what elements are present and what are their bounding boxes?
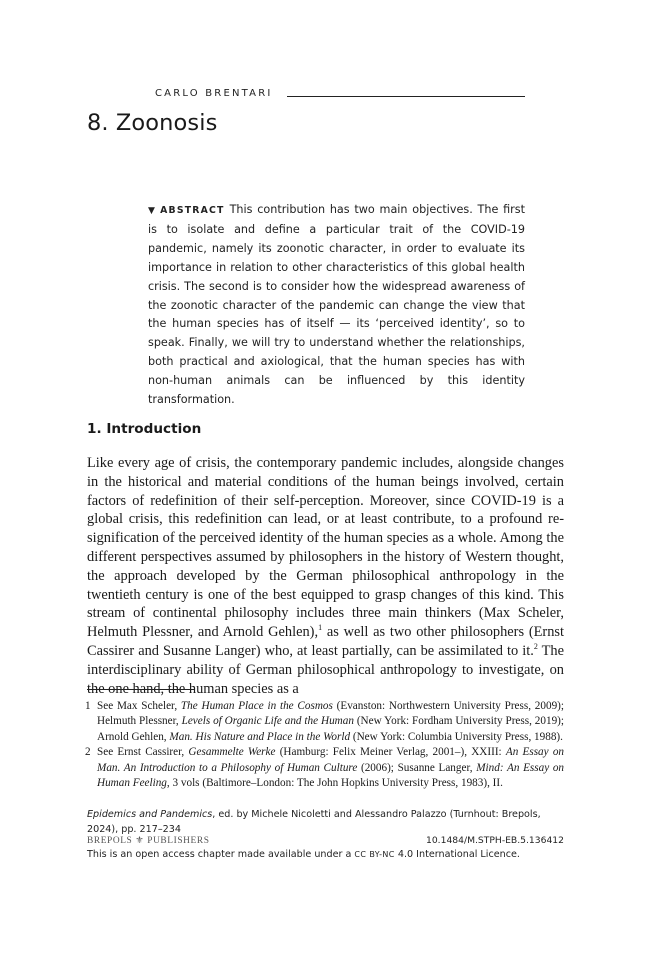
licence-text-end: 4.0 International Licence. — [394, 849, 520, 860]
body-paragraph — [87, 454, 564, 698]
footnote-segment: (Hamburg: Felix Meiner Verlag, 2001–), XXIII: — [275, 746, 506, 759]
cited-title: The Human Place in the Cosmos — [180, 700, 333, 712]
triangle-down-icon: ▼ — [148, 206, 157, 216]
footnote-segment: (New York: Columbia University Press, 1988). — [350, 730, 563, 743]
footnote-text — [97, 746, 564, 789]
abstract — [148, 201, 525, 410]
footnote-segment: , 3 vols (Baltimore–London: The John Hopkins University Press, 1983), II. — [166, 777, 503, 790]
paragraph-text-2: as well as two other philosophers (Ernst Cassirer and Susanne Langer) who, at least partially, can be assimilated to it. — [87, 624, 564, 659]
footnote — [87, 699, 564, 745]
licence-text: This is an open access chapter made available under a — [87, 849, 355, 860]
footnote-segment: (2006); Susanne Langer, — [357, 761, 477, 774]
doi[interactable]: 10.1484/M.STPH-EB.5.136412 — [425, 835, 564, 846]
paragraph-text-1: Like every age of crisis, the contemporary pandemic includes, alongside changes in the historical and material conditions of the human beings involved, certain factors of redefinition of their self-perception. Moreover, since COVID-19 is a global crisis, this redefinition can lead, or at least contribute, to a profound re-signification of the perceived identity of the human species as a whole. Among the different perspectives assumed by philosophers in the history of Western thought, the approach developed by the German philosophical anthropology in the twentieth century is one of the best equipped to grasp changes of this kind. This stream of continental philosophy includes three main thinkers (Max Scheler, Helmuth Plessner, and Arnold Gehlen), — [87, 455, 564, 641]
paragraph-text-3: The interdisciplinary ability of German philosophical anthropology to investigate, on the one hand, the human species as a — [87, 642, 564, 697]
footnote-ref-1[interactable]: 1 — [318, 623, 323, 633]
source-details: , ed. by Michele Nicoletti and Alessandro Palazzo (Turnhout: Brepols, 2024), pp. 217–234 — [87, 809, 541, 836]
footnote-segment: See Ernst Cassirer, — [97, 746, 189, 759]
footnote-segment: See Max Scheler, — [97, 700, 181, 712]
section-heading: 1. Introduction — [87, 421, 202, 437]
footnote-segment: (Evanston: Northwestern University Press, 2009); Helmuth Plessner, — [97, 700, 565, 728]
abstract-label: ABSTRACT — [160, 205, 225, 216]
cited-title: Levels of Organic Life and the Human — [181, 715, 354, 728]
publisher-logo: BREPOLS ⚜ PUBLISHERS — [87, 836, 210, 846]
abstract-text: This contribution has two main objectives. The first is to isolate and define a particular trait of the COVID-19 pandemic, namely its zoonotic character, in order to evaluate its importance in relation to other characteristics of this global health crisis. The second is to consider how the widespread awareness of the zoonotic character of the pandemic can change the view that the human species has of itself — its ‘perceived identity’, so to speak. Finally, we will try to understand whether the relationships, both practical and axiological, that the human species has with non-human animals can be influenced by this identity transformation. — [148, 203, 525, 407]
chapter-title: 8. Zoonosis — [87, 110, 218, 136]
footnote-ref-2[interactable]: 2 — [533, 641, 538, 651]
cited-title: Mind: An Essay on Human Feeling — [97, 761, 565, 790]
book-title: Epidemics and Pandemics — [87, 809, 213, 820]
licence-code[interactable]: CC BY-NC — [354, 850, 395, 859]
footnote-text — [97, 700, 564, 743]
header-rule — [287, 96, 525, 97]
cited-title: An Essay on Man. An Introduction to a Philosophy of Human Culture — [97, 746, 565, 774]
cited-title: Gesammelte Werke — [188, 746, 276, 759]
footnotes — [87, 699, 564, 791]
footnote-segment: (New York: Fordham University Press, 2019); Arnold Gehlen, — [97, 715, 564, 743]
footnote-rule — [87, 689, 194, 690]
licence-note — [87, 849, 520, 860]
cited-title: Man. His Nature and Place in the World — [169, 730, 351, 743]
footnote-number: 1 — [85, 700, 91, 712]
source-citation — [87, 807, 564, 838]
publisher-row — [87, 835, 564, 849]
footnote — [87, 745, 564, 791]
footnote-number: 2 — [85, 746, 91, 759]
running-head-author: CARLO BRENTARI — [155, 88, 273, 99]
